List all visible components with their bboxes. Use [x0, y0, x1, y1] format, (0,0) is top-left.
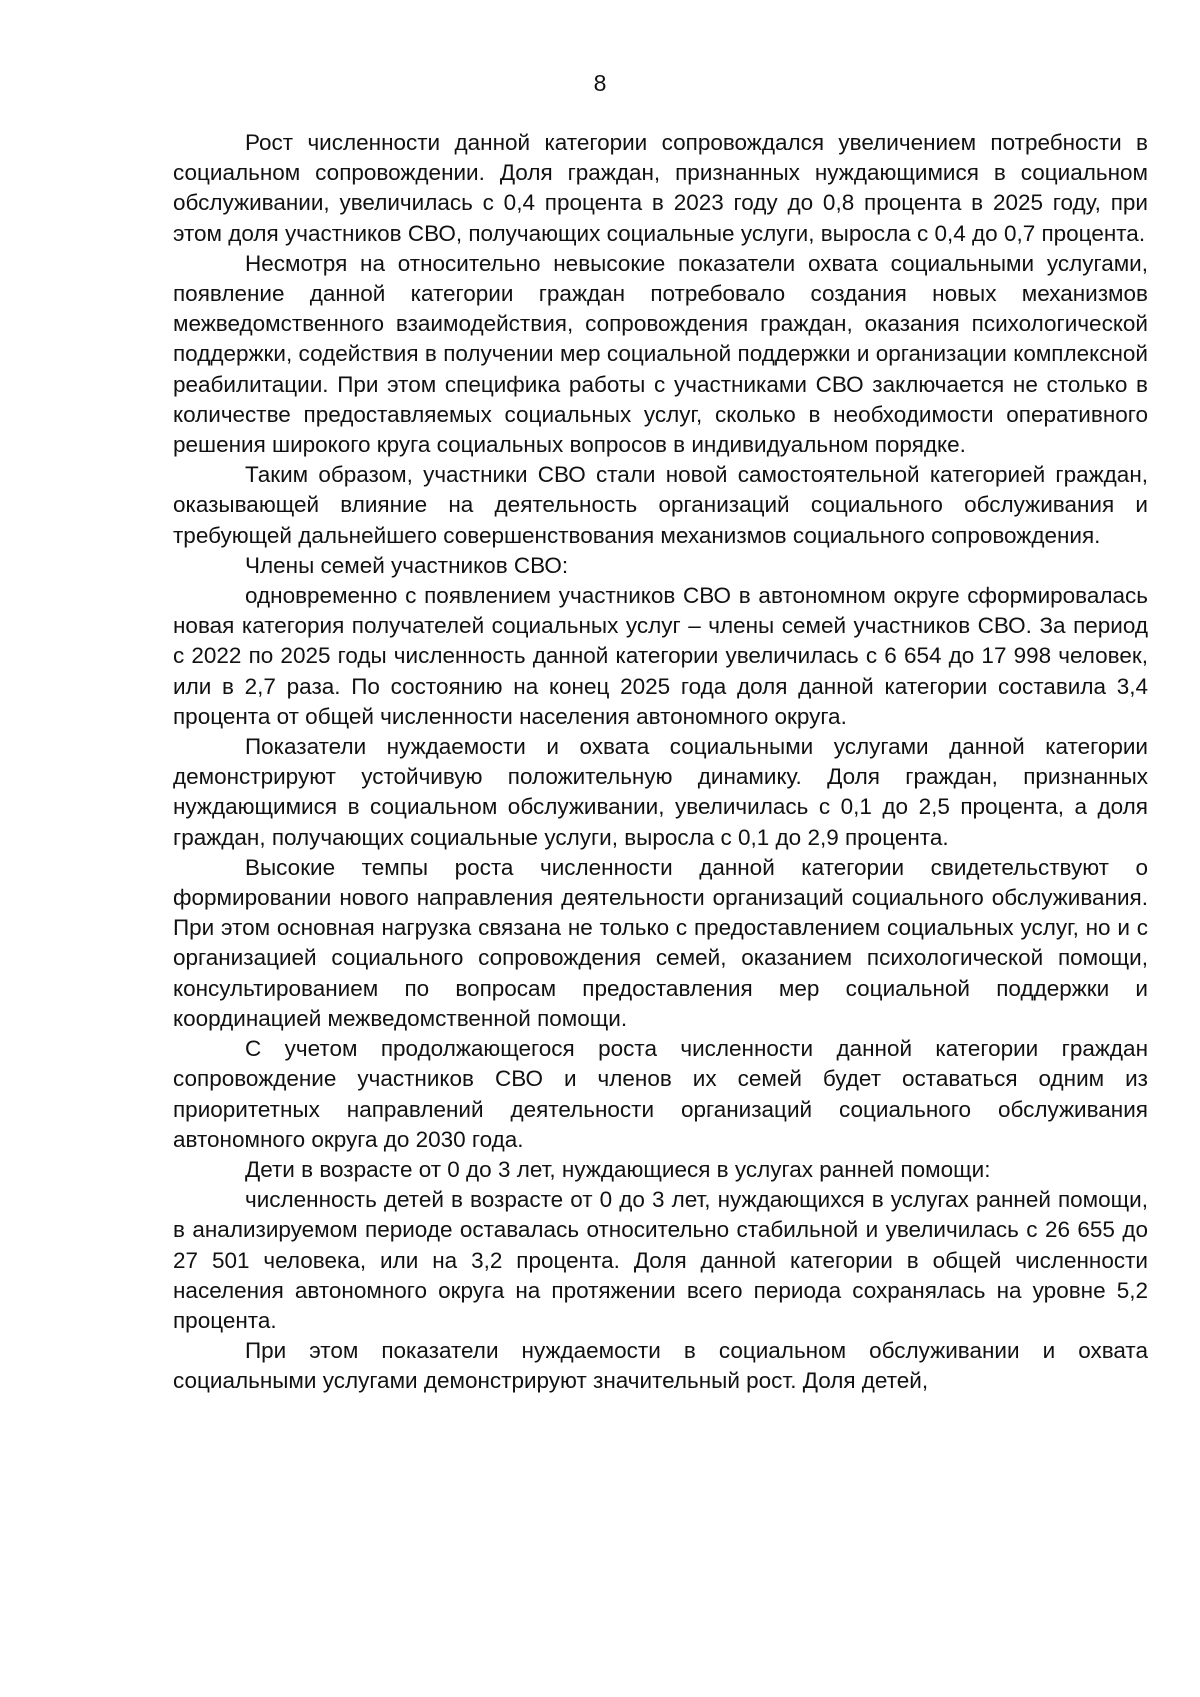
- document-body: [173, 128, 1148, 1397]
- paragraph: Показатели нуждаемости и охвата социальными услугами данной категории демонстрируют устойчивую положительную динамику. Доля граждан, признанных нуждающимися в социальном обслуживании, увеличилась с 0,1 до 2,5 процента, а доля граждан, получающих социальные услуги, выросла с 0,1 до 2,9 процента.: [173, 734, 1148, 850]
- paragraph: численность детей в возрасте от 0 до 3 лет, нуждающихся в услугах ранней помощи, в анализируемом периоде оставалась относительно стабильной и увеличилась с 26 655 до 27 501 человека, или на 3,2 процента. Доля данной категории в общей численности населения автономного округа на протяжении всего периода сохранялась на уровне 5,2 процента.: [173, 1187, 1148, 1333]
- section-heading: Члены семей участников СВО:: [245, 552, 569, 578]
- paragraph: При этом показатели нуждаемости в социальном обслуживании и охвата социальными услугами демонстрируют значительный рост. Доля детей,: [173, 1338, 1148, 1394]
- page-number: 8: [593, 70, 607, 96]
- paragraph: Несмотря на относительно невысокие показатели охвата социальными услугами, появление данной категории граждан потребовало создания новых механизмов межведомственного взаимодействия, сопровождения граждан, оказания психологической поддержки, содействия в получении мер социальной поддержки и организации комплексной реабилитации. При этом специфика работы с участниками СВО заключается не столько в количестве предоставляемых социальных услуг, сколько в необходимости оперативного решения широкого круга социальных вопросов в индивидуальном порядке.: [173, 250, 1148, 458]
- paragraph: С учетом продолжающегося роста численности данной категории граждан сопровождение участников СВО и членов их семей будет оставаться одним из приоритетных направлений деятельности организаций социального обслуживания автономного округа до 2030 года.: [173, 1036, 1148, 1152]
- paragraph: Рост численности данной категории сопровождался увеличением потребности в социальном сопровождении. Доля граждан, признанных нуждающимися в социальном обслуживании, увеличилась с 0,4 процента в 2023 году до 0,8 процента в 2025 году, при этом доля участников СВО, получающих социальные услуги, выросла с 0,4 до 0,7 процента.: [173, 130, 1148, 246]
- paragraph: одновременно с появлением участников СВО в автономном округе сформировалась новая категория получателей социальных услуг – члены семей участников СВО. За период с 2022 по 2025 годы численность данной категории увеличилась с 6 654 до 17 998 человек, или в 2,7 раза. По состоянию на конец 2025 года доля данной категории составила 3,4 процента от общей численности населения автономного округа.: [173, 583, 1148, 729]
- section-heading: Дети в возрасте от 0 до 3 лет, нуждающиеся в услугах ранней помощи:: [245, 1156, 991, 1182]
- paragraph: Высокие темпы роста численности данной категории свидетельствуют о формировании нового направления деятельности организаций социального обслуживания. При этом основная нагрузка связана не только с предоставлением социальных услуг, но и с организацией социального сопровождения семей, оказанием психологической помощи, консультированием по вопросам предоставления мер социальной поддержки и координацией межведомственной помощи.: [173, 854, 1148, 1031]
- paragraph: Таким образом, участники СВО стали новой самостоятельной категорией граждан, оказывающей влияние на деятельность организаций социального обслуживания и требующей дальнейшего совершенствования механизмов социального сопровождения.: [173, 462, 1148, 548]
